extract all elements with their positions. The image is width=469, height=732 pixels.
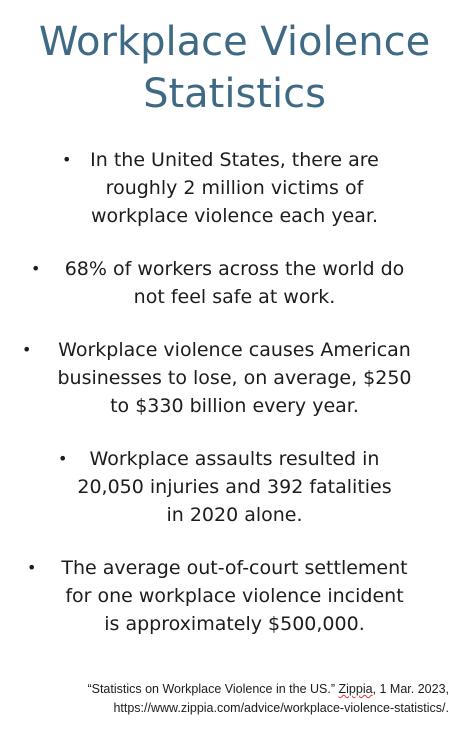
citation-source: Zippia	[338, 682, 373, 696]
statistic-item	[0, 255, 469, 311]
bullet-icon: •	[62, 150, 72, 169]
statistic-text-line: for one workplace violence incident	[65, 585, 404, 607]
statistic-item	[0, 336, 469, 420]
title-line-2: Statistics	[143, 71, 326, 117]
bullet-icon: •	[22, 340, 32, 359]
citation-url: https://www.zippia.com/advice/workplace-violence-statistics/.	[113, 701, 449, 715]
statistics-list	[0, 146, 469, 663]
statistic-text-line: in 2020 alone.	[166, 504, 303, 526]
page-title	[0, 16, 469, 120]
bullet-icon: •	[27, 558, 37, 577]
bullet-icon: •	[58, 449, 68, 468]
statistic-text-line: The average out-of-court settlement	[61, 557, 408, 579]
statistic-text-line: Workplace violence causes American	[58, 339, 411, 361]
statistic-item	[0, 445, 469, 529]
statistic-text-line: workplace violence each year.	[90, 205, 378, 227]
bullet-icon: •	[31, 259, 41, 278]
statistic-text-line: businesses to lose, on average, $250	[57, 367, 412, 389]
statistic-text-line: not feel safe at work.	[133, 286, 336, 308]
statistic-text-line: 68% of workers across the world do	[64, 258, 405, 280]
statistic-text-line: 20,050 injuries and 392 fatalities	[77, 476, 392, 498]
statistic-text-line: is approximately $500,000.	[104, 613, 365, 635]
statistic-item	[0, 146, 469, 230]
statistic-text-line: to $330 billion every year.	[110, 395, 359, 417]
statistic-text-line: roughly 2 million victims of	[105, 177, 364, 199]
citation-line-1	[87, 680, 449, 699]
statistic-text-line: Workplace assaults resulted in	[89, 448, 380, 470]
citation-quote: “Statistics on Workplace Violence in the US.”	[87, 682, 336, 696]
citation-date: , 1 Mar. 2023,	[372, 682, 449, 696]
citation	[87, 680, 449, 718]
statistic-item	[0, 554, 469, 638]
title-line-1: Workplace Violence	[38, 19, 431, 65]
statistic-text-line: In the United States, there are	[90, 149, 379, 171]
